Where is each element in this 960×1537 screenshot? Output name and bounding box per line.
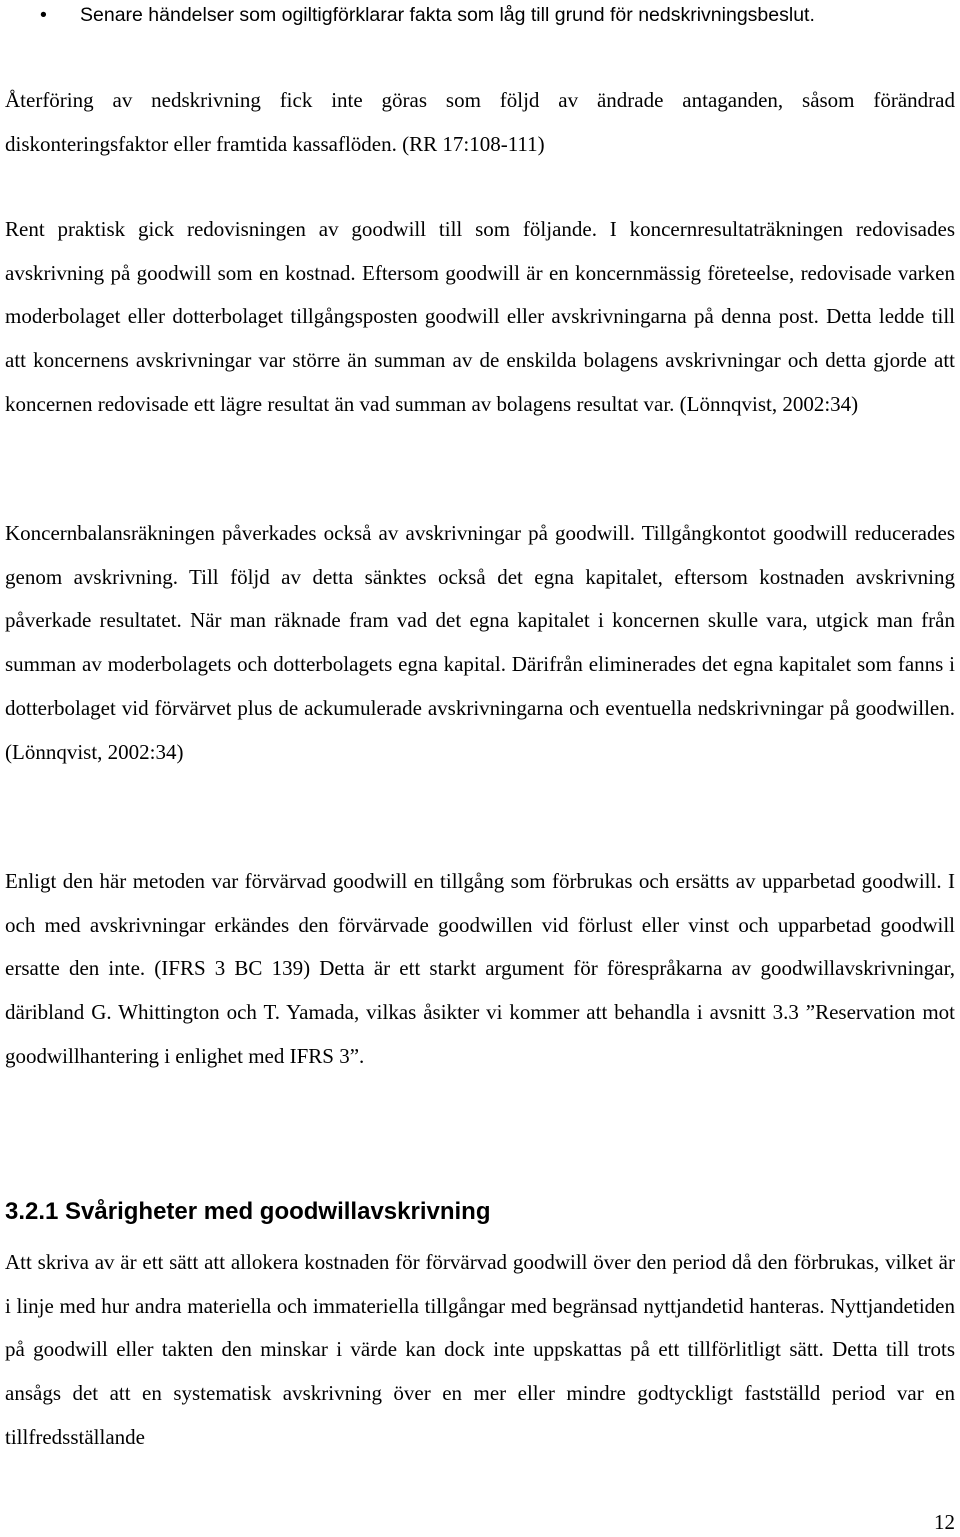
section-heading: 3.2.1 Svårigheter med goodwillavskrivning: [5, 1198, 491, 1225]
paragraph-aterforing: Återföring av nedskrivning fick inte göras som följd av ändrade antaganden, såsom förändrad diskonteringsfaktor eller framtida kassaflöden. (RR 17:108-111): [5, 88, 955, 156]
paragraph-metod: Enligt den här metoden var förvärvad goodwill en tillgång som förbrukas och ersätts av upparbetad goodwill. I och med avskrivningar erkändes den förvärvade goodwillen vid förlust eller vinst och upparbetad goodwill ersatte den inte. (IFRS 3 BC 139) Detta är ett starkt argument för förespråkarna av goodwillavskrivningar, däribland G. Whittington och T. Yamada, vilkas åsikter vi kommer att behandla i avsnitt 3.3 ”Reservation mot goodwillhantering i enlighet med IFRS 3”.: [5, 869, 955, 1068]
paragraph-koncernbalansrakning: Koncernbalansräkningen påverkades också av avskrivningar på goodwill. Tillgångkontot goodwill reducerades genom avskrivning. Till följd av detta sänktes också det egna kapitalet, eftersom kostnaden avskrivning påverkade resultatet. När man räknade fram vad det egna kapitalet i koncernen skulle vara, utgick man från summan av moderbolagets och dotterbolagets egna kapital. Därifrån eliminerades det egna kapitalet som fanns i dotterbolaget vid förvärvet plus de ackumulerade avskrivningarna och eventuella nedskrivningar på goodwillen. (Lönnqvist, 2002:34): [5, 521, 955, 764]
bullet-icon: •: [40, 4, 47, 26]
page-number: 12: [934, 1510, 955, 1534]
bullet-text: Senare händelser som ogiltigförklarar fakta som låg till grund för nedskrivningsbeslut.: [80, 4, 815, 26]
paragraph-redovisning-goodwill: Rent praktisk gick redovisningen av goodwill till som följande. I koncernresultaträkningen redovisades avskrivning på goodwill som en kostnad. Eftersom goodwill är en koncernmässig företeelse, redovisade varken moderbolaget eller dotterbolaget tillgångsposten goodwill eller avskrivningarna på denna post. Detta ledde till att koncernens avskrivningar var större än summan av de enskilda bolagens avskrivningar och detta gjorde att koncernen redovisade ett lägre resultat än vad summan av bolagens resultat var. (Lönnqvist, 2002:34): [5, 217, 955, 416]
paragraph-svarigheter: Att skriva av är ett sätt att allokera kostnaden för förvärvad goodwill över den period då den förbrukas, vilket är i linje med hur andra materiella och immateriella tillgångar med begränsad nyttjandetid hanteras. Nyttjandetiden på goodwill eller takten den minskar i värde kan dock inte uppskattas på ett tillförlitligt sätt. Detta till trots ansågs det att en systematisk avskrivning över en mer eller mindre godtyckligt fastställd period var en tillfredsställande: [5, 1250, 955, 1449]
